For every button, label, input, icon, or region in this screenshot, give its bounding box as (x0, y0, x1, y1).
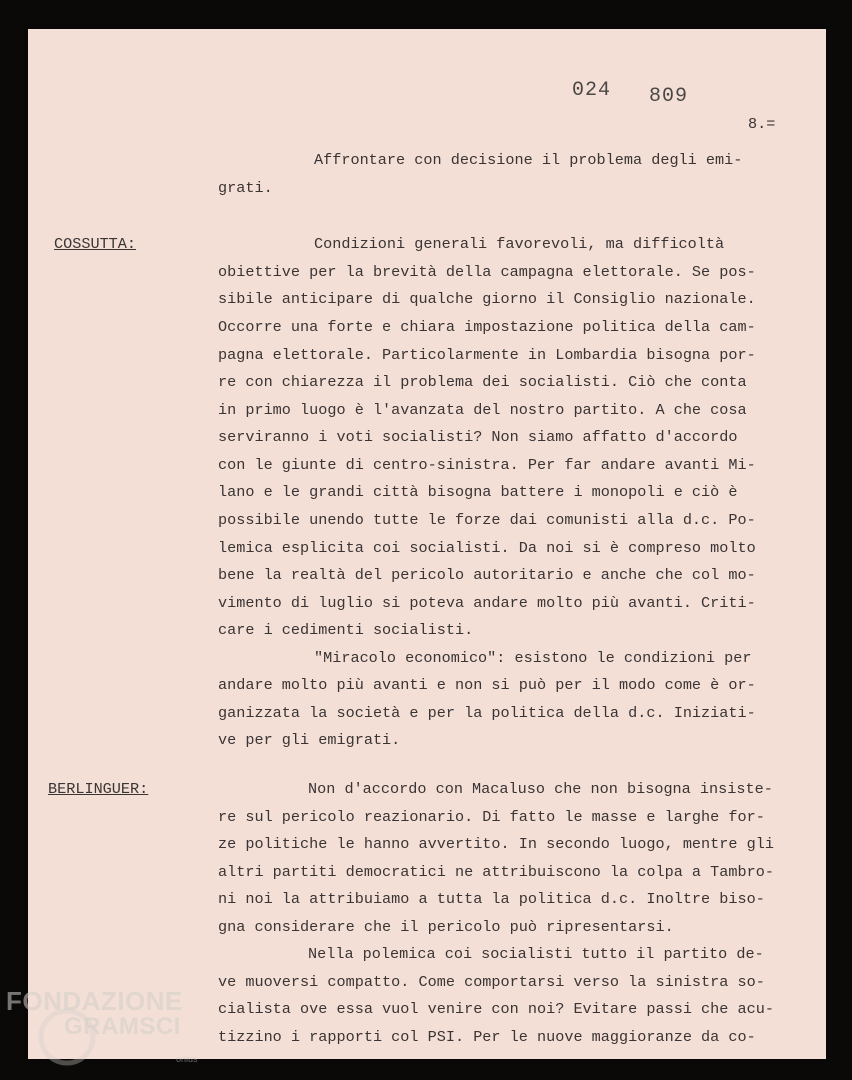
text-line: care i cedimenti socialisti. (218, 621, 474, 639)
text-line: tizzino i rapporti col PSI. Per le nuove maggioranze da co- (218, 1028, 756, 1046)
text-line: ve muoversi compatto. Come comportarsi verso la sinistra so- (218, 973, 765, 991)
text-line: vimento di luglio si poteva andare molto più avanti. Criti- (218, 594, 756, 612)
text-line: bene la realtà del pericolo autoritario e anche che col mo- (218, 566, 756, 584)
text-line: Non d'accordo con Macaluso che non bisogna insiste- (308, 780, 773, 798)
text-line: sibile anticipare di qualche giorno il Consiglio nazionale. (218, 290, 756, 308)
intro-line: Affrontare con decisione il problema degli emi- (314, 151, 743, 169)
text-line: ze politiche le hanno avvertito. In secondo luogo, mentre gli (218, 835, 774, 853)
text-line: in primo luogo è l'avanzata del nostro partito. A che cosa (218, 401, 747, 419)
text-line: altri partiti democratici ne attribuiscono la colpa a Tambro- (218, 863, 774, 881)
text-line: possibile unendo tutte le forze dai comunisti alla d.c. Po- (218, 511, 756, 529)
archive-number-a: 024 (572, 79, 612, 102)
text-line: cialista ove essa vuol venire con noi? Evitare passi che acu- (218, 1000, 774, 1018)
text-line: serviranno i voti socialisti? Non siamo affatto d'accordo (218, 428, 738, 446)
watermark-line1: FONDAZIONE (6, 986, 183, 1016)
text-line: Condizioni generali favorevoli, ma difficoltà (314, 235, 725, 253)
text-line: obiettive per la brevità della campagna elettorale. Se pos- (218, 263, 756, 281)
text-line: lemica esplicita coi socialisti. Da noi si è compreso molto (218, 539, 756, 557)
text-line: lano e le grandi città bisogna battere i monopoli e ciò è (218, 483, 738, 501)
intro-line: grati. (218, 179, 273, 197)
watermark-small: onlus (176, 1054, 198, 1064)
text-line: Occorre una forte e chiara impostazione politica della cam- (218, 318, 756, 336)
speaker-cossutta: COSSUTTA: (54, 235, 137, 253)
text-line: gna considerare che il pericolo può ripresentarsi. (218, 918, 674, 936)
page-number: 8.= (748, 115, 776, 133)
text-line: re con chiarezza il problema dei socialisti. Ciò che conta (218, 373, 747, 391)
watermark-line2: GRAMSCI (64, 1013, 181, 1040)
text-line: "Miracolo economico": esistono le condizioni per (314, 649, 752, 667)
text-line: ganizzata la società e per la politica della d.c. Iniziati- (218, 704, 756, 722)
text-line: ve per gli emigrati. (218, 731, 401, 749)
text-line: ni noi la attribuiamo a tutta la politica d.c. Inoltre biso- (218, 890, 765, 908)
document-page (28, 29, 826, 1059)
text-line: pagna elettorale. Particolarmente in Lombardia bisogna por- (218, 346, 756, 364)
text-line: andare molto più avanti e non si può per il modo come è or- (218, 676, 756, 694)
archive-number-b: 809 (649, 85, 689, 108)
text-line: Nella polemica coi socialisti tutto il partito de- (308, 945, 764, 963)
text-line: con le giunte di centro-sinistra. Per far andare avanti Mi- (218, 456, 756, 474)
text-line: re sul pericolo reazionario. Di fatto le masse e larghe for- (218, 808, 765, 826)
speaker-berlinguer: BERLINGUER: (48, 780, 149, 798)
watermark (6, 988, 183, 1040)
